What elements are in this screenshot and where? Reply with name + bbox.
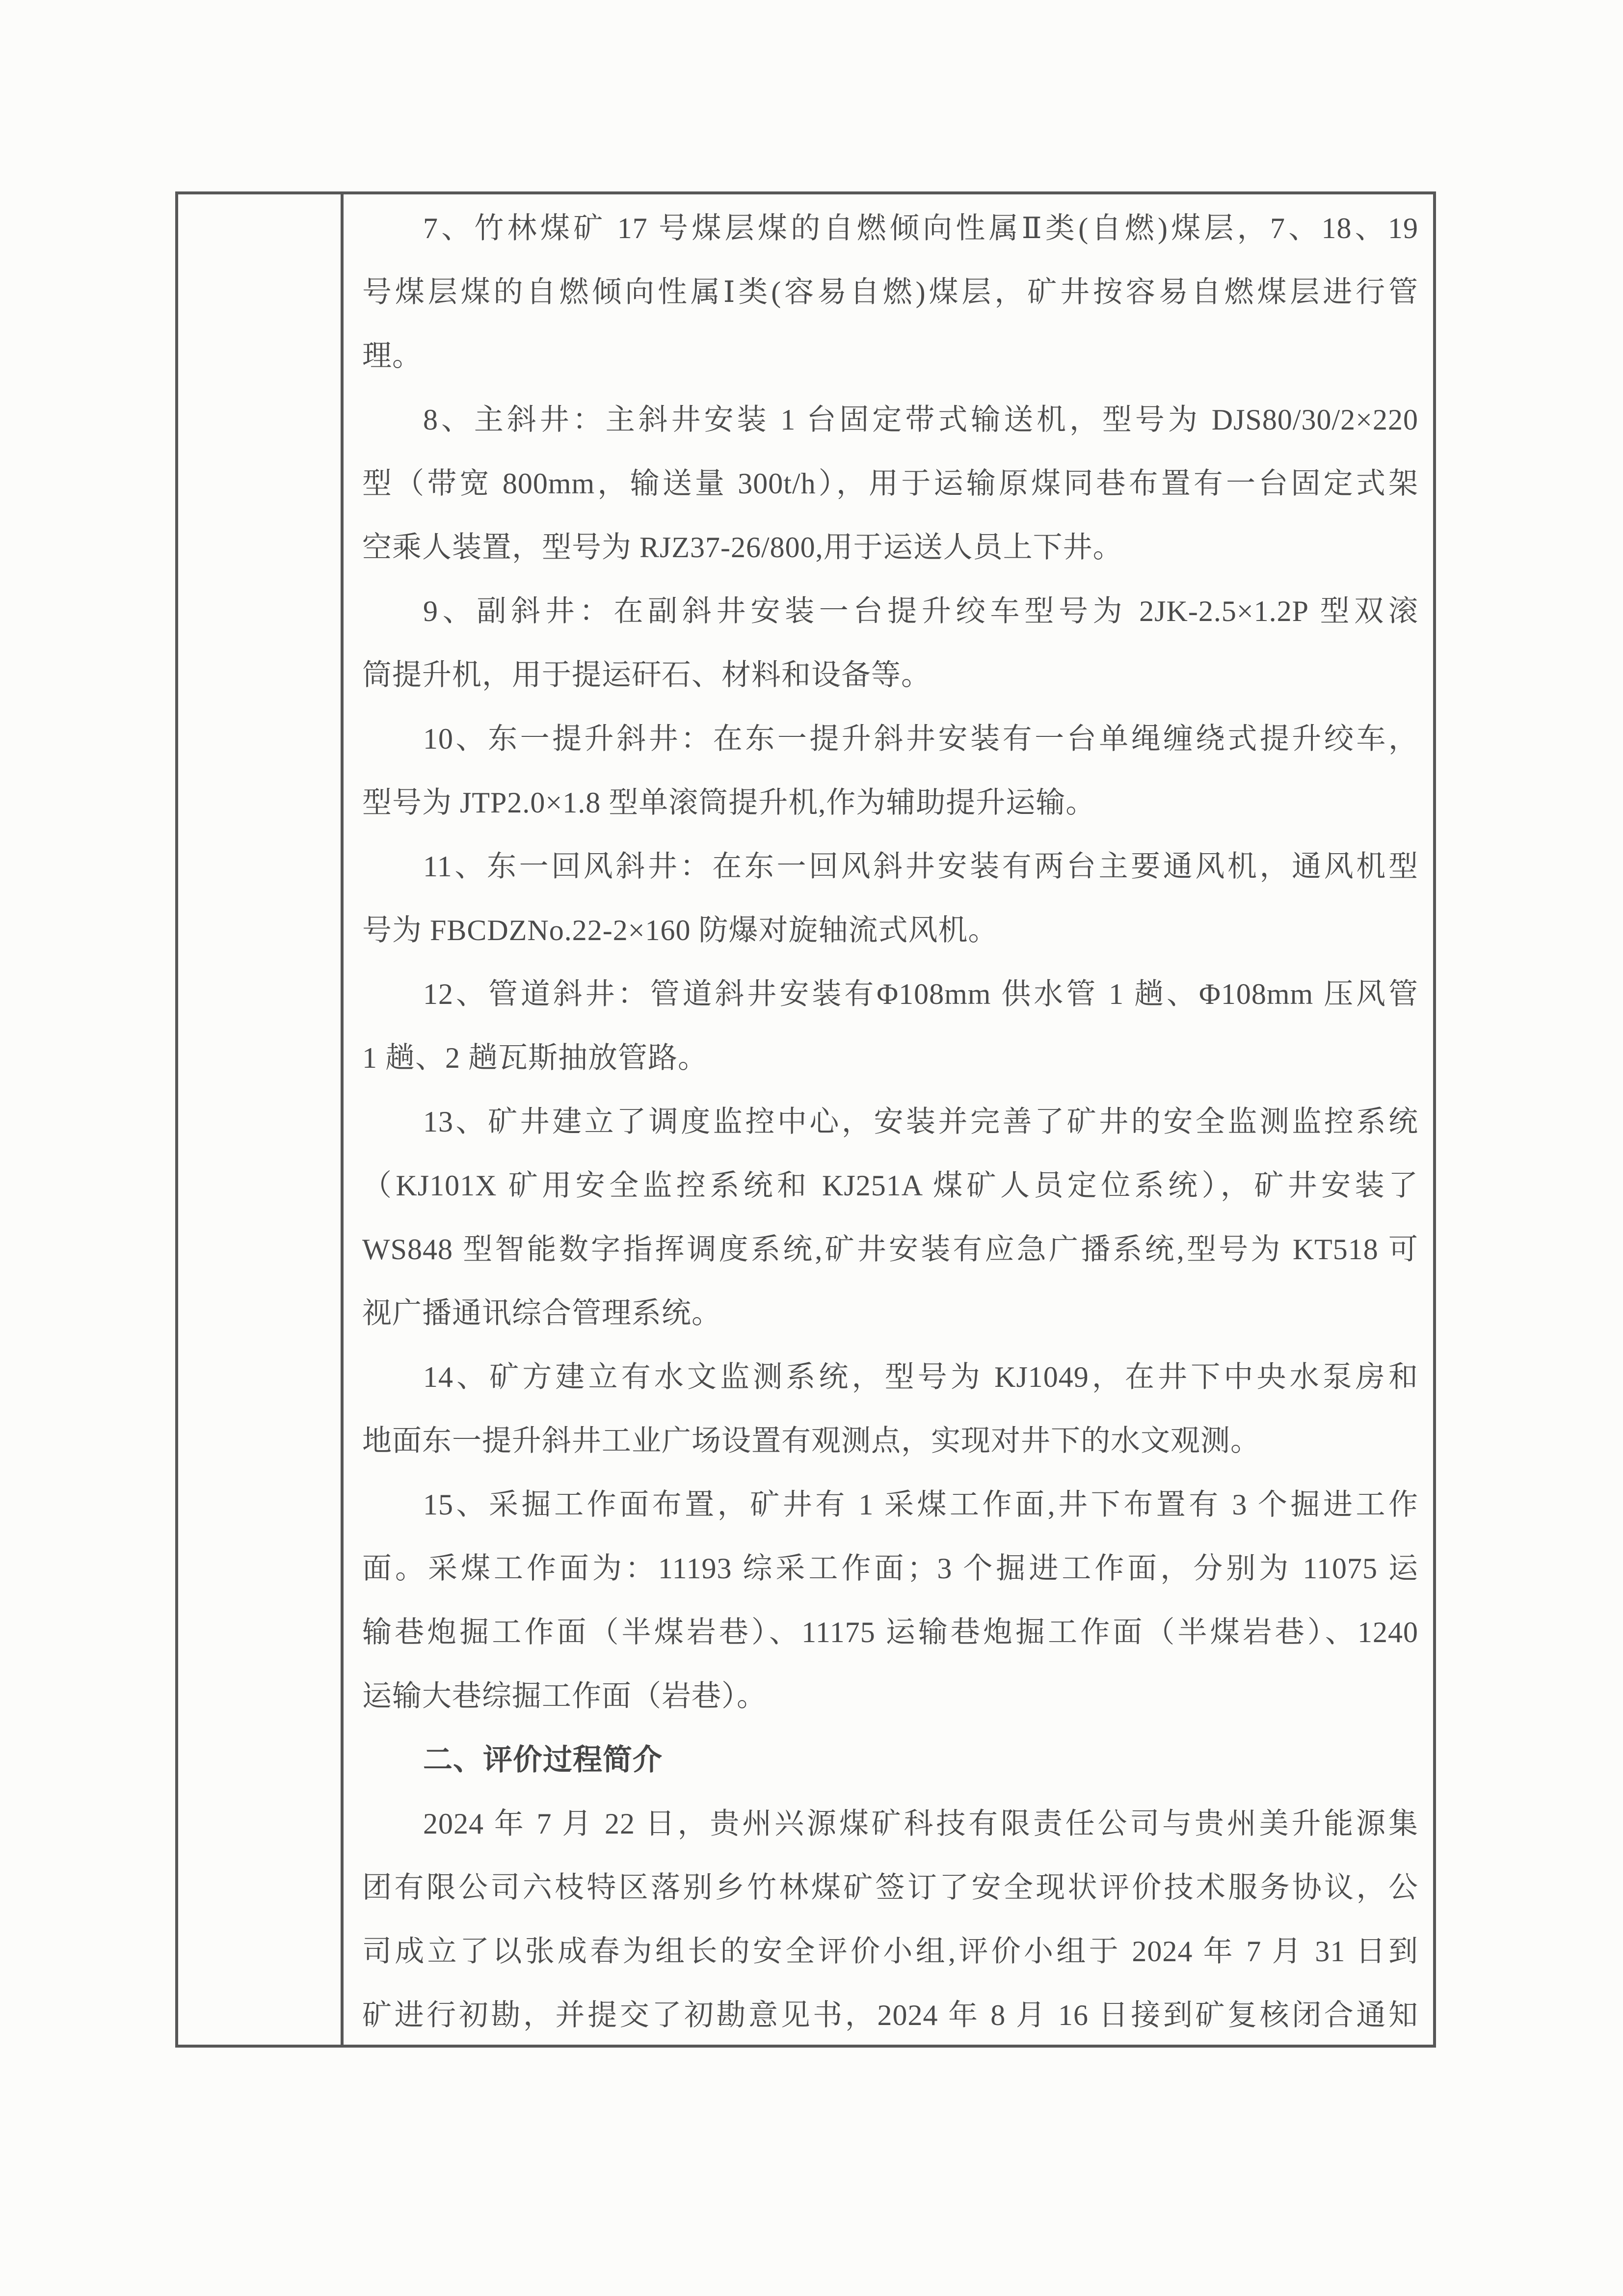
text-line: 11、东一回风斜井：在东一回风斜井安装有两台主要通风机，通风机型: [423, 850, 1418, 883]
text-line: 型（带宽 800mm，输送量 300t/h），用于运输原煤同巷布置有一台固定式架: [362, 467, 1418, 500]
text-line: 运输大巷综掘工作面（岩巷）。: [362, 1680, 767, 1712]
text-line: 视广播通讯综合管理系统。: [362, 1297, 721, 1329]
text-line: 1 趟、2 趟瓦斯抽放管路。: [362, 1042, 708, 1074]
text-line: 矿进行初勘，并提交了初勘意见书，2024 年 8 月 16 日接到矿复核闭合通知: [362, 1999, 1418, 2031]
text-line: 10、东一提升斜井：在东一提升斜井安装有一台单绳缠绕式提升绞车，: [423, 723, 1418, 755]
text-line: 筒提升机，用于提运矸石、材料和设备等。: [362, 659, 931, 691]
text-line: 团有限公司六枝特区落别乡竹林煤矿签订了安全现状评价技术服务协议，公: [362, 1871, 1418, 1904]
text-line: 2024 年 7 月 22 日，贵州兴源煤矿科技有限责任公司与贵州美升能源集: [423, 1808, 1418, 1840]
text-line: 号煤层煤的自燃倾向性属Ⅰ类(容易自燃)煤层，矿井按容易自燃煤层进行管: [362, 276, 1418, 308]
text-line: （KJ101X 矿用安全监控系统和 KJ251A 煤矿人员定位系统），矿井安装了: [362, 1169, 1418, 1202]
text-line: 13、矿井建立了调度监控中心，安装并完善了矿井的安全监测监控系统: [423, 1106, 1418, 1138]
text-line: 8、主斜井：主斜井安装 1 台固定带式输送机，型号为 DJS80/30/2×220: [423, 404, 1418, 436]
table-left-cell: [178, 194, 341, 2045]
text-line: 9、副斜井：在副斜井安装一台提升绞车型号为 2JK-2.5×1.2P 型双滚: [423, 595, 1418, 627]
text-line: 7、竹林煤矿 17 号煤层煤的自燃倾向性属Ⅱ类(自燃)煤层，7、18、19: [423, 212, 1418, 244]
text-line: 地面东一提升斜井工业广场设置有观测点，实现对井下的水文观测。: [362, 1425, 1260, 1457]
text-line: 输巷炮掘工作面（半煤岩巷）、11175 运输巷炮掘工作面（半煤岩巷）、1240: [362, 1616, 1418, 1648]
text-line: 型号为 JTP2.0×1.8 型单滚筒提升机,作为辅助提升运输。: [362, 786, 1096, 819]
text-line: 15、采掘工作面布置，矿井有 1 采煤工作面,井下布置有 3 个掘进工作: [423, 1488, 1418, 1521]
table-content-cell: [362, 196, 1418, 2047]
text-line: 12、管道斜井：管道斜井安装有Φ108mm 供水管 1 趟、Φ108mm 压风管: [423, 978, 1418, 1010]
text-line: 面。采煤工作面为：11193 综采工作面；3 个掘进工作面，分别为 11075 运: [362, 1552, 1418, 1585]
text-line: 空乘人装置，型号为 RJZ37-26/800,用于运送人员上下井。: [362, 531, 1123, 564]
text-line: 理。: [362, 340, 422, 372]
text-line: 司成立了以张成春为组长的安全评价小组,评价小组于 2024 年 7 月 31 日到: [362, 1935, 1418, 1968]
section-heading-line: 二、评价过程简介: [423, 1744, 663, 1776]
text-line: 14、矿方建立有水文监测系统，型号为 KJ1049，在井下中央水泵房和: [423, 1361, 1418, 1393]
text-line: WS848 型智能数字指挥调度系统,矿井安装有应急广播系统,型号为 KT518 可: [362, 1233, 1418, 1266]
table-column-divider: [341, 191, 344, 2048]
text-line: 号为 FBCDZNo.22-2×160 防爆对旋轴流式风机。: [362, 914, 998, 946]
